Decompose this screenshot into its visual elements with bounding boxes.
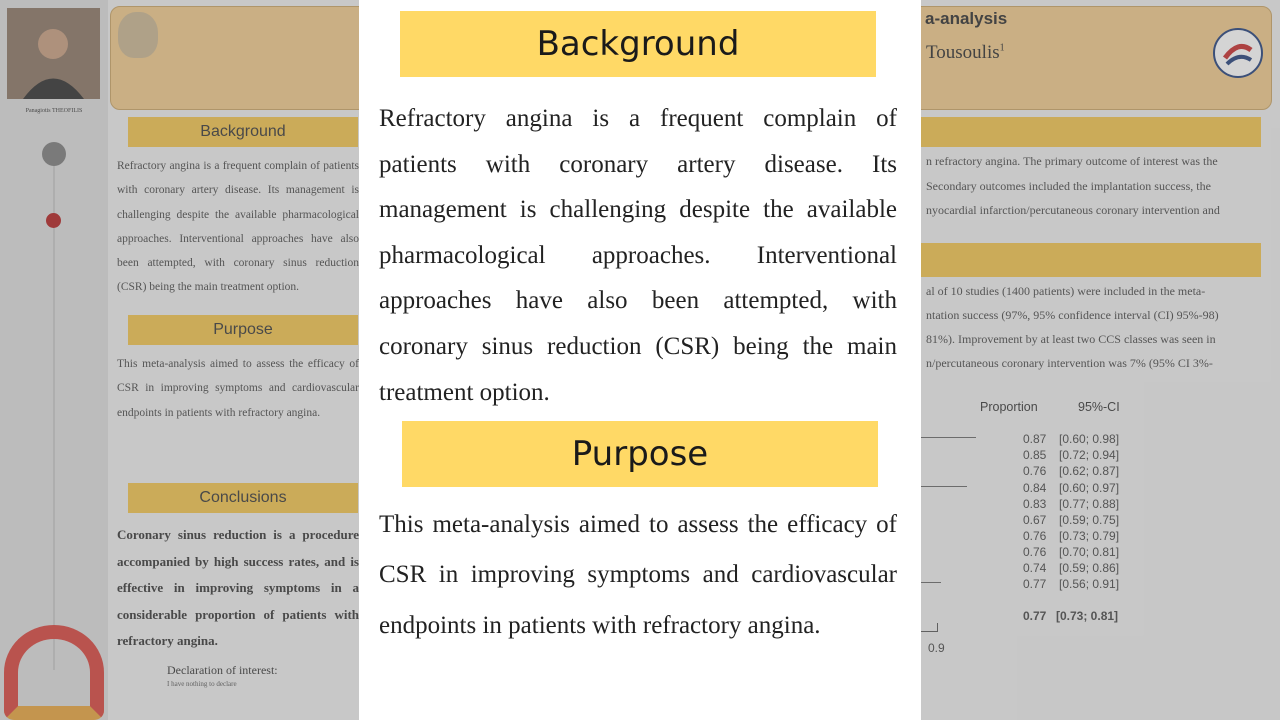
results-line: 81%). Improvement by at least two CCS classes was seen in [926,332,1216,346]
forest-row-ci: [0.72; 0.94] [1059,448,1120,462]
forest-row-proportion: 0.76 [1023,464,1047,478]
forest-row-proportion: 0.83 [1023,497,1047,511]
declaration-detail: I have nothing to declare [167,680,237,688]
presenter-name: Panagiotis THEOFILIS [25,108,83,114]
forest-row-ci: [0.60; 0.97] [1059,481,1120,495]
panel-background-text: Refractory angina is a frequent complain of patients with coronary artery disease. Its management is challenging despite the available pharmacological approaches. Interventional approaches have also been attempted, with coronary sinus reduction (CSR) being the main treatment option. [379,105,897,406]
poster-title: a-analysis [925,9,1008,28]
background-section-header: Background [128,117,358,147]
forest-row-ci: [0.62; 0.87] [1059,464,1120,478]
results-line: n/percutaneous coronary intervention was 7% (95% CI 3%- [926,356,1213,370]
forest-row-proportion: 0.76 [1023,529,1047,543]
forest-row-proportion: 0.67 [1023,513,1047,527]
forest-header-ci: 95%-CI [1078,400,1120,414]
forest-row-proportion: 0.76 [1023,545,1047,559]
forest-row-proportion: 0.74 [1023,561,1047,575]
poster-authors: Tousoulis$^1$ [926,42,1005,63]
declaration-label: Declaration of interest: [167,663,278,677]
forest-axis-tick: 0.9 [928,641,945,655]
results-line: ntation success (97%, 95% confidence interval (CI) 95%-98) [926,308,1219,322]
panel-background-header: Background [400,11,876,77]
forest-row-ci: [0.77; 0.88] [1059,497,1120,511]
methods-line: n refractory angina. The primary outcome of interest was the [926,154,1218,168]
zoomed-content-panel [359,0,921,720]
panel-purpose-text: This meta-analysis aimed to assess the efficacy of CSR in improving symptoms and cardiovascular endpoints in patients with refractory angina. [379,511,897,639]
results-line: al of 10 studies (1400 patients) were included in the meta- [926,284,1206,298]
forest-row-proportion: 0.77 [1023,577,1047,591]
forest-row-ci: [0.60; 0.98] [1059,432,1120,446]
forest-header-proportion: Proportion [980,400,1038,414]
forest-total-ci: [0.73; 0.81] [1056,609,1119,623]
forest-row-ci: [0.56; 0.91] [1059,577,1120,591]
methods-line: Secondary outcomes included the implantation success, the [926,179,1211,193]
background-section-text: Refractory angina is a frequent complain of patients with coronary artery disease. Its management is challenging despite the available pharmacological approaches. Interventional approaches have also been attempted, with coronary sinus reduction (CSR) being the main treatment option. [117,160,359,294]
forest-row-proportion: 0.85 [1023,448,1047,462]
conclusions-section-text: Coronary sinus reduction is a procedure accompanied by high success rates, and is effective in improving symptoms in a considerable proportion of patients with refractory angina. [117,527,359,648]
forest-row-ci: [0.59; 0.86] [1059,561,1120,575]
forest-row-proportion: 0.87 [1023,432,1047,446]
panel-purpose-header: Purpose [402,421,878,487]
conclusions-section-header: Conclusions [128,483,358,513]
forest-row-ci: [0.73; 0.79] [1059,529,1120,543]
forest-row-proportion: 0.84 [1023,481,1047,495]
forest-row-ci: [0.59; 0.75] [1059,513,1120,527]
purpose-section-text: This meta-analysis aimed to assess the efficacy of CSR in improving symptoms and cardiovascular endpoints in patients with refractory angina. [117,358,359,419]
methods-line: nyocardial infarction/percutaneous coronary intervention and [926,203,1220,217]
purpose-section-header: Purpose [128,315,358,345]
forest-row-ci: [0.70; 0.81] [1059,545,1120,559]
forest-total-proportion: 0.77 [1023,609,1047,623]
